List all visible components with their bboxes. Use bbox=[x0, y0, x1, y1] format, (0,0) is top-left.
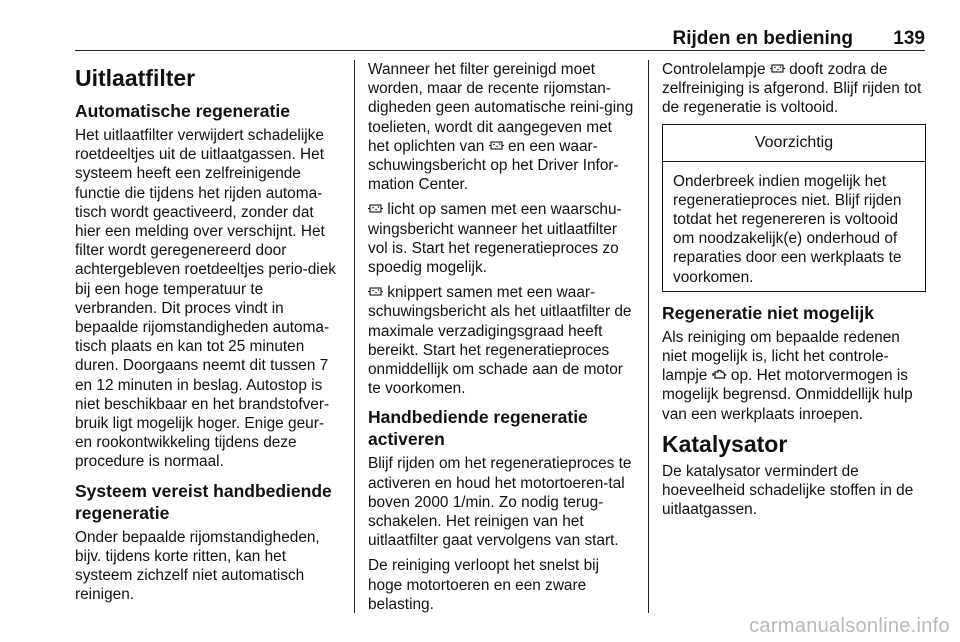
paragraph-lamp-off: Controlelampje dooft zodra de zelfreiniging is afgerond. Blijf rijden tot de regeneratie is voltooid. bbox=[662, 61, 922, 117]
paragraph-filter-cleaning: Wanneer het filter gereinigd moet worden, maar de recente rijomstan-digheden geen automatische reini-ging toelieten, wordt dit aangegeven met het oplichten van en een waar-schuwingsbericht op het Driver Infor-mation Center. bbox=[368, 61, 634, 194]
caution-text: Onderbreek indien mogelijk het regeneratieproces niet. Blijf rijden totdat het regenereren is voltooid om noodzakelijk(e) onderhoud of reparaties door een werkplaats te voorkomen. bbox=[673, 172, 902, 286]
paragraph-not-possible: Als reiniging om bepaalde redenen niet mogelijk is, licht het controle-lampje op. Het motorvermogen is mogelijk begrensd. Onmiddellijk hulp van een werkplaats inroepen. bbox=[662, 328, 913, 423]
column-3 bbox=[662, 60, 926, 525]
heading-katalysator: Katalysator bbox=[662, 430, 788, 457]
heading-handbediende-regeneratie: Handbediende regeneratie activeren bbox=[368, 407, 588, 450]
heading-regeneratie-niet-mogelijk: Regeneratie niet mogelijk bbox=[662, 302, 875, 323]
heading-systeem-vereist: Systeem vereist handbediende regeneratie bbox=[75, 480, 332, 523]
column-divider-1 bbox=[354, 60, 355, 613]
paragraph-filter-full: licht op samen met een waarschu-wingsbericht wanneer het uitlaatfilter vol is. Start het regeneratieproces zo spoedig mogelijk. bbox=[368, 201, 622, 277]
page-number: 139 bbox=[893, 28, 925, 49]
exhaust-filter-warning-icon bbox=[770, 62, 785, 75]
paragraph-fastest-cleaning: De reiniging verloopt het snelst bij hoge motortoeren en een zware belasting. bbox=[368, 557, 599, 613]
exhaust-filter-warning-icon bbox=[368, 202, 383, 215]
column-2 bbox=[368, 60, 634, 620]
watermark: carmanualsonline.info bbox=[749, 615, 950, 637]
paragraph-automatic-regeneration: Het uitlaatfilter verwijdert schadelijke roetdeeltjes uit de uitlaatgassen. Het systeem heeft een zelfreinigende functie die tijdens het rijden automa-tisch wordt geactiveerd, zonder dat hier een melding over verschijnt. Het filter wordt geregenereerd door achtergebleven roetdeeltjes perio-diek bij een hoge temperatuur te verbranden. Dit proces vindt in bepaalde rijomstandigheden automa-tisch plaats en kan tot 25 minuten duren. Doorgaans neemt dit tussen 7 en 12 minuten in beslag. Autostop is niet beschikbaar en het brandstofver-bruik ligt mogelijk hoger. Enige geur- en rookontwikkeling tijdens deze procedure is normaal. bbox=[75, 127, 336, 471]
caution-box bbox=[662, 124, 926, 292]
paragraph-short-trips: Onder bepaalde rijomstandigheden, bijv. tijdens korte ritten, kan het systeem zichzelf niet automatisch reinigen. bbox=[75, 528, 320, 604]
paragraph-filter-max: knippert samen met een waar-schuwingsbericht als het uitlaatfilter de maximale verzadigingsgraad heeft bereikt. Start het regeneratieproces onmiddellijk om schade aan de motor te voorkomen. bbox=[368, 284, 632, 398]
page-header bbox=[75, 24, 925, 50]
caution-title: Voorzichtig bbox=[663, 125, 925, 162]
paragraph-activate-regeneration: Blijf rijden om het regeneratieproces te activeren en houd het motortoeren-tal boven 2000 1/min. Zo nodig terug-schakelen. Het reinigen van het uitlaatfilter gaat vervolgens van start. bbox=[368, 455, 632, 550]
column-divider-2 bbox=[648, 60, 649, 613]
exhaust-filter-warning-icon bbox=[489, 139, 504, 152]
heading-uitlaatfilter: Uitlaatfilter bbox=[75, 65, 196, 91]
column-1 bbox=[75, 60, 343, 610]
section-title: Rijden en bediening bbox=[672, 28, 853, 49]
paragraph-catalytic-converter: De katalysator vermindert de hoeveelheid schadelijke stoffen in de uitlaatgassen. bbox=[662, 462, 914, 519]
heading-automatische-regeneratie: Automatische regeneratie bbox=[75, 101, 290, 121]
engine-check-icon bbox=[712, 368, 727, 381]
header-rule bbox=[75, 50, 925, 51]
exhaust-filter-warning-icon bbox=[368, 285, 383, 298]
